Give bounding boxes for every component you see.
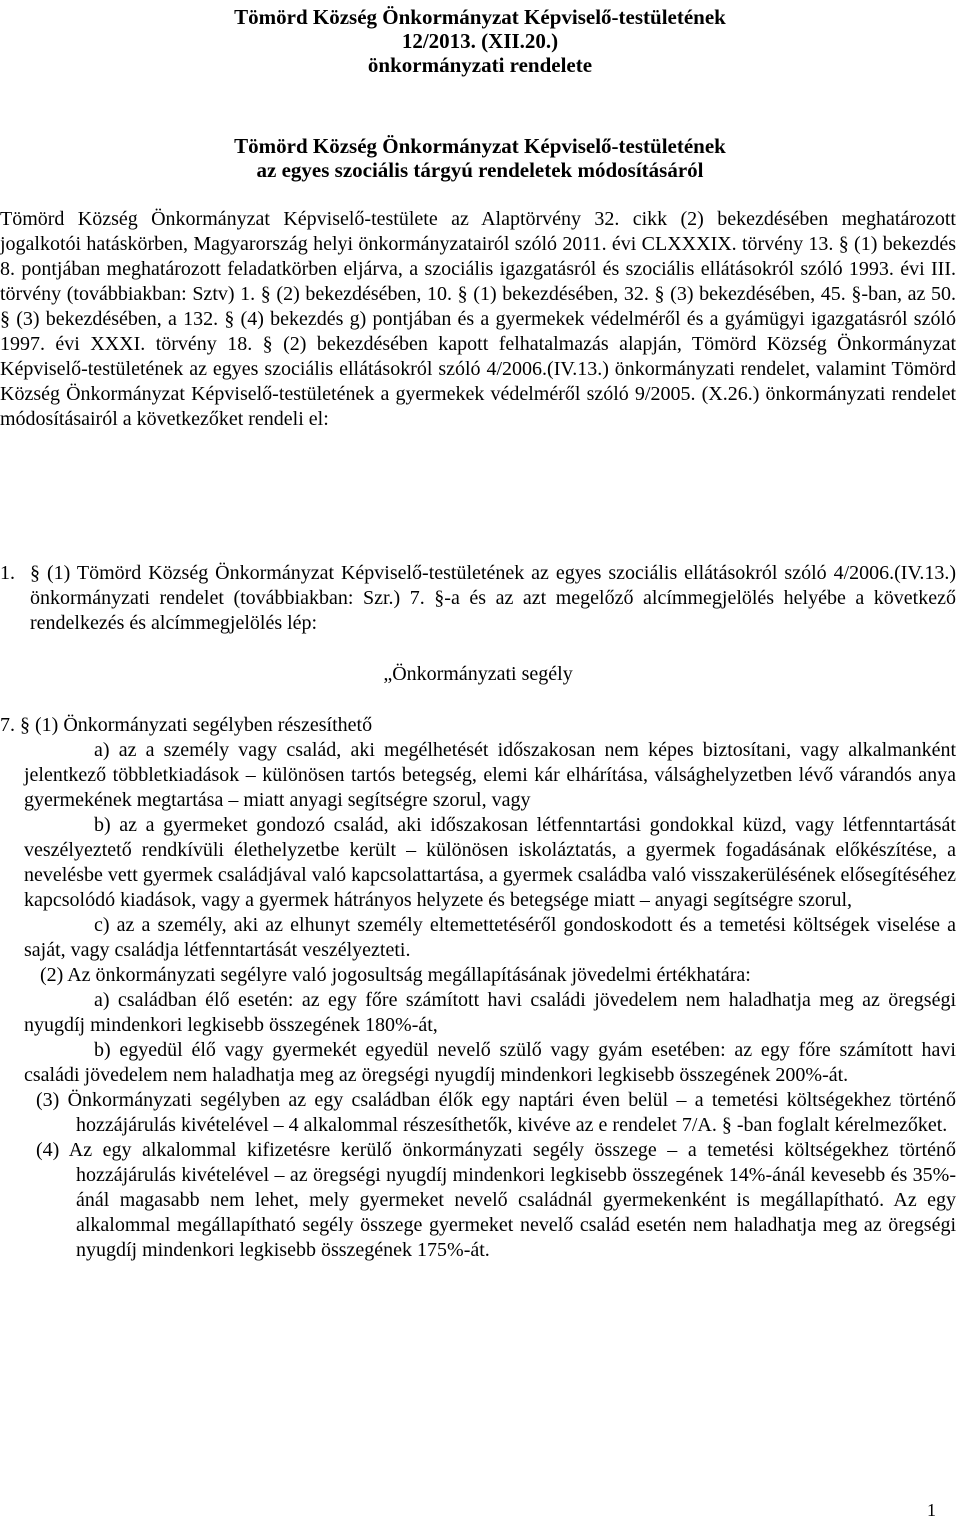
section-7-paragraph-2-intro: (2) Az önkormányzati segélyre való jogosultság megállapításának jövedelmi értékhatára: bbox=[40, 964, 751, 986]
title-line-2: 12/2013. (XII.20.) bbox=[401, 29, 559, 53]
page-number: 1 bbox=[927, 1500, 936, 1520]
section-1 bbox=[0, 561, 956, 636]
subtitle-line-1: Tömörd Község Önkormányzat Képviselő-testületének bbox=[234, 134, 726, 158]
subtitle-line-2: az egyes szociális tárgyú rendeletek módosításáról bbox=[256, 158, 704, 182]
section-7-intro: 7. § (1) Önkormányzati segélyben részesíthető bbox=[0, 714, 373, 736]
section-7-point-b: b) az a gyermeket gondozó család, aki időszakosan létfenntartási gondokkal küzd, vagy létfenntartását veszélyeztető rendkívüli élethelyzetbe került – különösen iskoláztatás, a gyermek fogadásának előkészítése, a nevelésbe vett gyermek családjával való kapcsolattartása, a gyermek családba való visszakerülésének elősegítéséhez kapcsolódó kiadások, vagy a gyermek hátrányos helyzete és betegsége miatt – anyagi segítségre szorul, bbox=[24, 814, 956, 911]
section-7-paragraph-4: (4) Az egy alkalommal kifizetésre kerülő önkormányzati segély összege – a temetési költségekhez történő hozzájárulás kivételével – az öregségi nyugdíj mindenkori legkisebb összegének 14%-ánál kevesebb és 35%-ánál magasabb nem lehet, mely gyermeket nevelő családnál gyermekenként is megállapítható. Az egy alkalommal megállapítható segély összege gyermeket nevelő család esetén nem haladhatja meg az öregségi nyugdíj mindenkori legkisebb összegének 175%-át. bbox=[36, 1139, 956, 1261]
section-7-point-c: c) az a személy, aki az elhunyt személy eltemettetéséről gondoskodott és a temetési költségek viselése a saját, vagy családja létfenntartását veszélyezteti. bbox=[24, 914, 956, 961]
section-1-number: 1. bbox=[0, 562, 15, 584]
section-7-paragraph-2-b: b) egyedül élő vagy gyermekét egyedül nevelő szülő vagy gyám esetében: az egy főre számított havi családi jövedelem nem haladhatja meg az öregségi nyugdíj mindenkori legkisebb összegének 200%-át. bbox=[24, 1039, 956, 1086]
title-line-1: Tömörd Község Önkormányzat Képviselő-testületének bbox=[234, 5, 726, 29]
title-block bbox=[0, 5, 960, 77]
title-line-3: önkormányzati rendelete bbox=[367, 53, 593, 77]
section-1-text: § (1) Tömörd Község Önkormányzat Képviselő-testületének az egyes szociális ellátásokról szóló 4/2006.(IV.13.) önkormányzati rendelet (továbbiakban: Szr.) 7. §-a és az azt megelőző alcímmegjelölés helyébe a következő rendelkezés és alcímmegjelölés lép: bbox=[30, 562, 956, 634]
subheading-onkormanyzati-segely: „Önkormányzati segély bbox=[383, 663, 573, 685]
subtitle-block bbox=[0, 134, 960, 182]
section-7-paragraph-2-a: a) családban élő esetén: az egy főre számított havi családi jövedelem nem haladhatja meg az öregségi nyugdíj mindenkori legkisebb összegének 180%-át, bbox=[24, 989, 956, 1036]
section-7 bbox=[0, 713, 956, 1263]
section-7-point-a: a) az a személy vagy család, aki megélhetését időszakosan nem képes biztosítani, vagy alkalmanként jelentkező többletkiadások – különösen tartós betegség, elemi kár elhárítása, válsághelyzetben lévő várandós anya gyermekének megtartása – miatt anyagi segítségre szorul, vagy bbox=[24, 739, 956, 811]
preamble-paragraph: Tömörd Község Önkormányzat Képviselő-testülete az Alaptörvény 32. cikk (2) bekezdésében meghatározott jogalkotói hatáskörben, Magyarország helyi önkormányzatairól szóló 2011. évi CLXXXIX. törvény 13. § (1) bekezdés 8. pontjában meghatározott feladatkörben eljárva, a szociális igazgatásról és szociális ellátásokról szóló 1993. évi III. törvény (továbbiakban: Sztv) 1. § (2) bekezdésében, 10. § (1) bekezdésében, 32. § (3) bekezdésében, 45. §-ban, az 50. § (3) bekezdésében, a 132. § (4) bekezdés g) pontjában és a gyermekek védelméről és a gyámügyi igazgatásról szóló 1997. évi XXXI. törvény 18. § (2) bekezdésében kapott felhatalmazás alapján, Tömörd Község Önkormányzat Képviselő-testületének az egyes szociális ellátásokról szóló 4/2006.(IV.13.) önkormányzati rendelet, valamint Tömörd Község Önkormányzat Képviselő-testületének a gyermekek védelméről szóló 9/2005. (X.26.) önkormányzati rendelet módosításairól a következőket rendeli el: bbox=[0, 208, 956, 430]
section-7-paragraph-3: (3) Önkormányzati segélyben az egy családban élők egy naptári éven belül – a temetési költségekhez történő hozzájárulás kivételével – 4 alkalommal részesíthetők, kivéve az e rendelet 7/A. § -ban foglalt kérelmezőket. bbox=[36, 1089, 956, 1136]
